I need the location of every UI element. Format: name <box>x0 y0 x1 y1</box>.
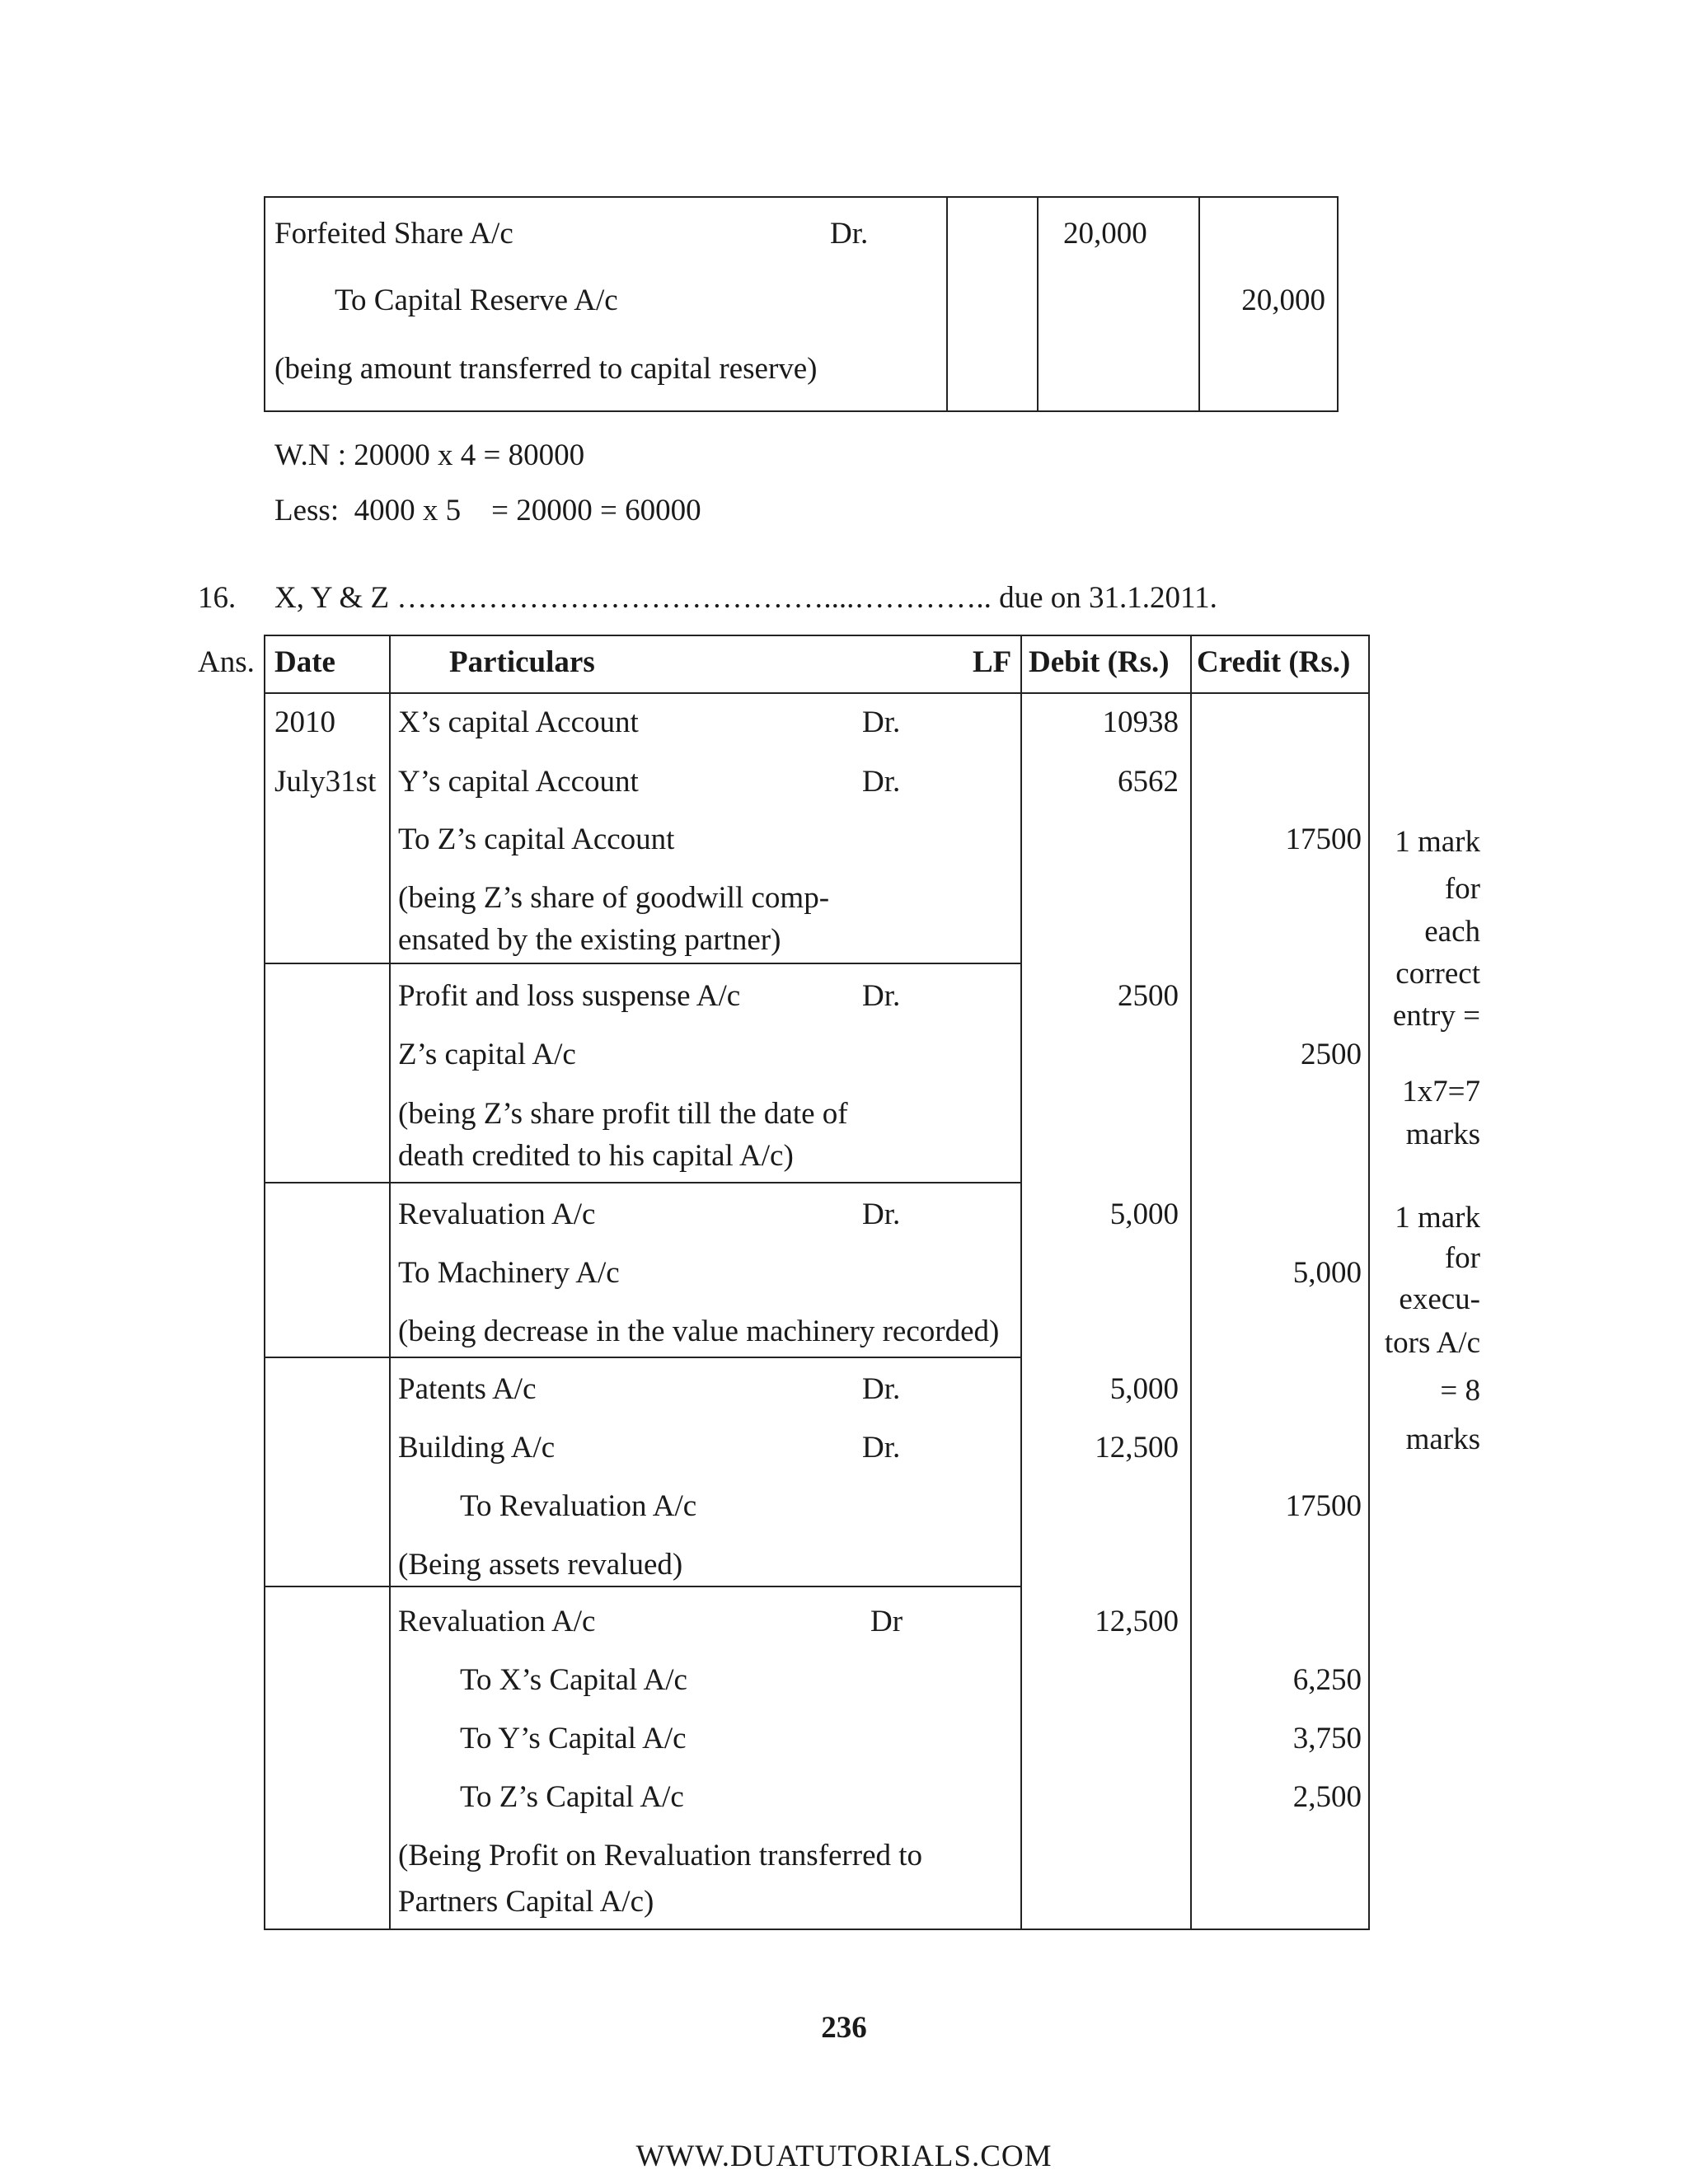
e4-narration: (Being assets revalued) <box>398 1548 683 1582</box>
top-narration: (being amount transferred to capital reserve) <box>274 352 818 386</box>
marks-note-line: 1x7=7 <box>1402 1075 1480 1108</box>
marks-note-line: correct <box>1395 957 1480 991</box>
header-lf: LF <box>973 645 1012 679</box>
marks-note-line: execu- <box>1399 1282 1480 1316</box>
e3-debit-amount: 5,000 <box>1109 1197 1179 1231</box>
e1-narration-1: (being Z’s share of goodwill comp- <box>398 881 830 915</box>
marks-note-line: = 8 <box>1440 1374 1480 1408</box>
question-number: 16. <box>198 581 237 615</box>
e2-debit-account: Profit and loss suspense A/c <box>398 979 741 1013</box>
e2-narration-2: death credited to his capital A/c) <box>398 1139 794 1173</box>
e1-debit-amount-2: 6562 <box>1118 765 1179 799</box>
e4-debit-mark-1: Dr. <box>862 1372 901 1406</box>
working-note-line-2: Less: 4000 x 5 = 20000 = 60000 <box>274 494 701 527</box>
answer-label: Ans. <box>198 645 255 679</box>
e5-credit-amount-1: 6,250 <box>1292 1663 1362 1697</box>
e2-narration-1: (being Z’s share profit till the date of <box>398 1097 848 1131</box>
top-debit-mark: Dr. <box>830 217 869 251</box>
e4-credit-account: To Revaluation A/c <box>460 1489 697 1523</box>
entry-separator <box>264 1586 1022 1587</box>
top-debit-amount: 20,000 <box>1063 217 1147 251</box>
e4-debit-amount-1: 5,000 <box>1109 1372 1179 1406</box>
marks-note-line: 1 mark <box>1395 825 1480 859</box>
e1-debit-mark-1: Dr. <box>862 705 901 739</box>
e5-credit-account-3: To Z’s Capital A/c <box>460 1780 684 1814</box>
entry-separator <box>264 1357 1022 1358</box>
e5-credit-account-1: To X’s Capital A/c <box>460 1663 687 1697</box>
top-table-divider <box>1198 196 1200 412</box>
e5-credit-account-2: To Y’s Capital A/c <box>460 1722 687 1755</box>
e2-debit-mark: Dr. <box>862 979 901 1013</box>
e1-credit-amount: 17500 <box>1285 823 1362 856</box>
top-table-divider <box>1037 196 1039 412</box>
marks-note-line: tors A/c <box>1384 1326 1480 1360</box>
marks-note-line: marks <box>1405 1118 1480 1151</box>
e5-debit-mark: Dr <box>870 1605 903 1638</box>
col-divider-date <box>389 635 391 1930</box>
marks-note-line: marks <box>1405 1422 1480 1456</box>
col-divider-particulars <box>1020 635 1022 1930</box>
e5-narration-1: (Being Profit on Revaluation transferred to <box>398 1839 923 1872</box>
question-text: X, Y & Z ……………………………………....………….. due on 31.1.2011. <box>274 581 1217 615</box>
e4-credit-amount: 17500 <box>1285 1489 1362 1523</box>
marks-note-line: for <box>1444 1241 1480 1275</box>
e3-debit-account: Revaluation A/c <box>398 1197 596 1231</box>
e5-debit-account: Revaluation A/c <box>398 1605 596 1638</box>
date-year: 2010 <box>274 705 335 739</box>
e3-debit-mark: Dr. <box>862 1197 901 1231</box>
e5-narration-2: Partners Capital A/c) <box>398 1885 654 1919</box>
page-number: 236 <box>821 2011 867 2045</box>
header-credit: Credit (Rs.) <box>1197 645 1351 679</box>
marks-note-line: entry = <box>1392 999 1480 1033</box>
marks-note-line: 1 mark <box>1395 1201 1480 1235</box>
entry-separator <box>264 1182 1022 1183</box>
col-divider-debit <box>1190 635 1192 1930</box>
entry-separator <box>264 963 1022 964</box>
e1-debit-amount-1: 10938 <box>1102 705 1179 739</box>
e4-debit-account-1: Patents A/c <box>398 1372 537 1406</box>
e5-credit-amount-2: 3,750 <box>1292 1722 1362 1755</box>
footer-url: WWW.DUATUTORIALS.COM <box>635 2139 1053 2173</box>
e3-narration: (being decrease in the value machinery recorded) <box>398 1315 1000 1348</box>
top-table-divider <box>946 196 948 412</box>
header-date: Date <box>274 645 335 679</box>
top-credit-account: To Capital Reserve A/c <box>335 284 618 317</box>
e3-credit-amount: 5,000 <box>1292 1256 1362 1290</box>
marks-note-line: for <box>1444 872 1480 906</box>
e2-credit-amount: 2500 <box>1301 1038 1362 1071</box>
working-note-line-1: W.N : 20000 x 4 = 80000 <box>274 438 585 472</box>
top-debit-account: Forfeited Share A/c <box>274 217 513 251</box>
e3-credit-account: To Machinery A/c <box>398 1256 620 1290</box>
header-debit: Debit (Rs.) <box>1029 645 1170 679</box>
e4-debit-mark-2: Dr. <box>862 1431 901 1465</box>
top-credit-amount: 20,000 <box>1241 284 1325 317</box>
e1-debit-mark-2: Dr. <box>862 765 901 799</box>
e1-debit-account-1: X’s capital Account <box>398 705 639 739</box>
marks-note-line: each <box>1424 915 1480 949</box>
e2-credit-account: Z’s capital A/c <box>398 1038 576 1071</box>
e2-debit-amount: 2500 <box>1118 979 1179 1013</box>
e4-debit-account-2: Building A/c <box>398 1431 556 1465</box>
header-particulars: Particulars <box>449 645 595 679</box>
date-day: July31st <box>274 765 377 799</box>
header-rule <box>264 692 1370 694</box>
e1-credit-account: To Z’s capital Account <box>398 823 675 856</box>
e5-debit-amount: 12,500 <box>1095 1605 1179 1638</box>
e1-narration-2: ensated by the existing partner) <box>398 923 781 957</box>
e1-debit-account-2: Y’s capital Account <box>398 765 639 799</box>
e4-debit-amount-2: 12,500 <box>1095 1431 1179 1465</box>
e5-credit-amount-3: 2,500 <box>1292 1780 1362 1814</box>
